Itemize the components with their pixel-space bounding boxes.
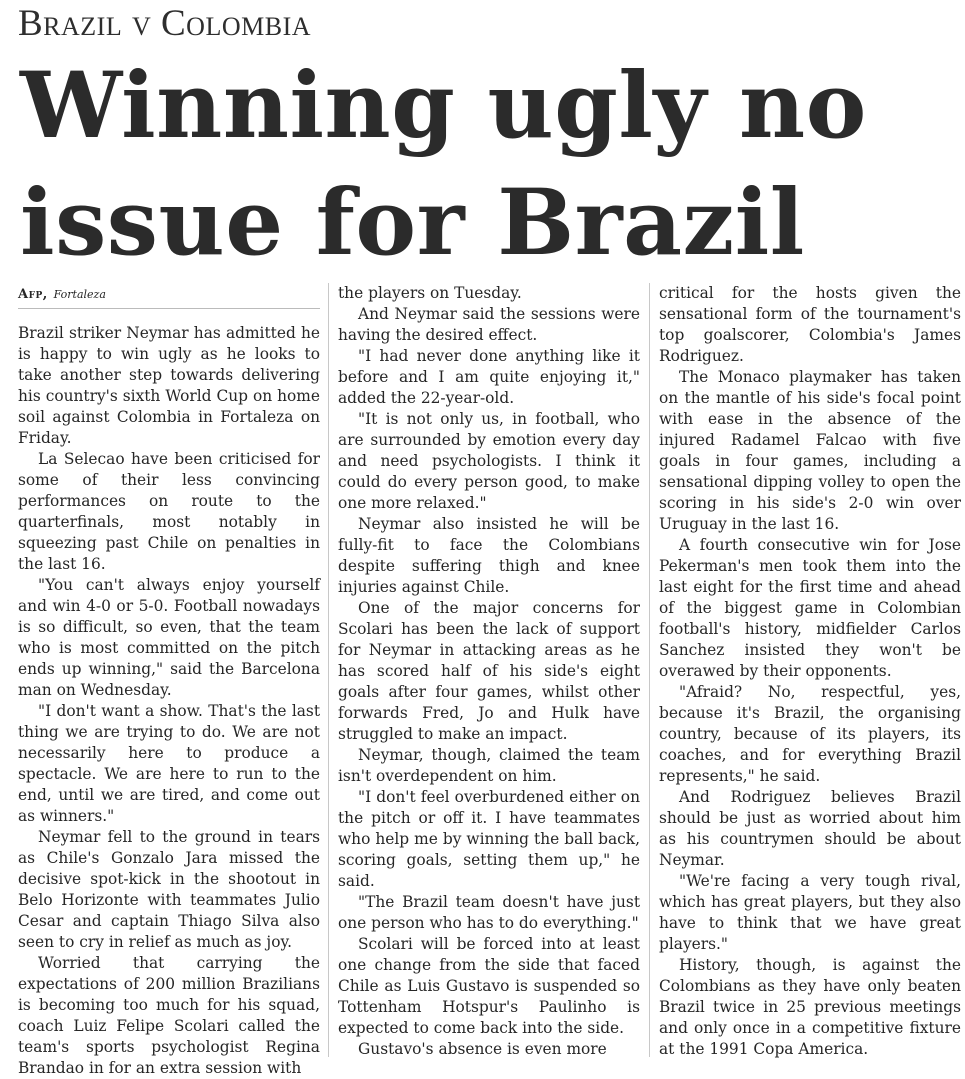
paragraph: Neymar, though, claimed the team isn't overdependent on him. bbox=[338, 746, 640, 785]
paragraph: Brazil striker Neymar has admitted he is happy to win ugly as he looks to take another step towards delivering his country's sixth World Cup on home soil against Colombia in Fortaleza on Friday. bbox=[18, 324, 320, 447]
article-column-3 bbox=[659, 283, 961, 1057]
article-column-2 bbox=[338, 283, 640, 1057]
byline bbox=[18, 283, 320, 309]
paragraph: "We're facing a very tough rival, which has great players, but they also have to think that we have great players." bbox=[659, 872, 961, 953]
paragraph: "It is not only us, in football, who are surrounded by emotion every day and need psychologists. I think it could do every person good, to make one more relaxed." bbox=[338, 410, 640, 512]
column-rule bbox=[328, 283, 329, 1057]
paragraph: "I don't want a show. That's the last thing we are trying to do. We are not necessarily here to produce a spectacle. We are here to run to the end, until we are tired, and come out as winners." bbox=[18, 702, 320, 825]
paragraph: History, though, is against the Colombians as they have only beaten Brazil twice in 25 previous meetings and only once in a competitive fixture at the 1991 Copa America. bbox=[659, 956, 961, 1058]
paragraph: And Rodriguez believes Brazil should be just as worried about him as his countrymen should be about Neymar. bbox=[659, 788, 961, 869]
column-rule bbox=[649, 283, 650, 1057]
paragraph: Worried that carrying the expectations of 200 million Brazilians is becoming too much for his squad, coach Luiz Felipe Scolari called the team's sports psychologist Regina Brandao in for an extra session with bbox=[18, 954, 320, 1077]
article-body bbox=[18, 283, 961, 1077]
kicker: Brazil v Colombia bbox=[18, 3, 312, 44]
paragraph: Scolari will be forced into at least one change from the side that faced Chile as Luis Gustavo is suspended so Tottenham Hotspur's Paulinho is expected to come back into the side. bbox=[338, 935, 640, 1037]
article-column-1 bbox=[18, 283, 320, 1077]
paragraph: One of the major concerns for Scolari has been the lack of support for Neymar in attacking areas as he has scored half of his side's eight goals after four games, whilst other forwards Fred, Jo and Hulk have struggled to make an impact. bbox=[338, 599, 640, 743]
paragraph: "Afraid? No, respectful, yes, because it's Brazil, the organising country, because of its players, its coaches, and for everything Brazil represents," he said. bbox=[659, 683, 961, 785]
paragraph: "You can't always enjoy yourself and win 4-0 or 5-0. Football nowadays is so difficult, so even, that the team who is most committed on the pitch ends up winning," said the Barcelona man on Wednesday. bbox=[18, 576, 320, 699]
paragraph: "I had never done anything like it before and I am quite enjoying it," added the 22-year-old. bbox=[338, 347, 640, 407]
paragraph: critical for the hosts given the sensational form of the tournament's top goalscorer, Colombia's James Rodriguez. bbox=[659, 284, 961, 365]
byline-agency: Afp, bbox=[18, 287, 48, 302]
paragraph: Neymar also insisted he will be fully-fit to face the Colombians despite suffering thigh and knee injuries against Chile. bbox=[338, 515, 640, 596]
paragraph: And Neymar said the sessions were having the desired effect. bbox=[338, 305, 640, 344]
paragraph: the players on Tuesday. bbox=[338, 284, 522, 302]
paragraph: Gustavo's absence is even more bbox=[358, 1040, 607, 1058]
paragraph: "The Brazil team doesn't have just one person who has to do everything." bbox=[338, 893, 640, 932]
byline-place: Fortaleza bbox=[53, 288, 106, 301]
paragraph: Neymar fell to the ground in tears as Chile's Gonzalo Jara missed the decisive spot-kick in the shootout in Belo Horizonte with teammates Julio Cesar and captain Thiago Silva also seen to cry in relief as much as joy. bbox=[18, 828, 320, 951]
headline: Winning ugly no issue for Brazil bbox=[20, 53, 867, 276]
paragraph: The Monaco playmaker has taken on the mantle of his side's focal point with ease in the absence of the injured Radamel Falcao with five goals in four games, including a sensational dipping volley to open the scoring in his side's 2-0 win over Uruguay in the last 16. bbox=[659, 368, 961, 533]
paragraph: "I don't feel overburdened either on the pitch or off it. I have teammates who help me by winning the ball back, scoring goals, setting them up," he said. bbox=[338, 788, 640, 890]
paragraph: La Selecao have been criticised for some of their less convincing performances on route to the quarterfinals, most notably in squeezing past Chile on penalties in the last 16. bbox=[18, 450, 320, 573]
paragraph: A fourth consecutive win for Jose Pekerman's men took them into the last eight for the first time and ahead of the biggest game in Colombian football's history, midfielder Carlos Sanchez insisted they won't be overawed by their opponents. bbox=[659, 536, 961, 680]
